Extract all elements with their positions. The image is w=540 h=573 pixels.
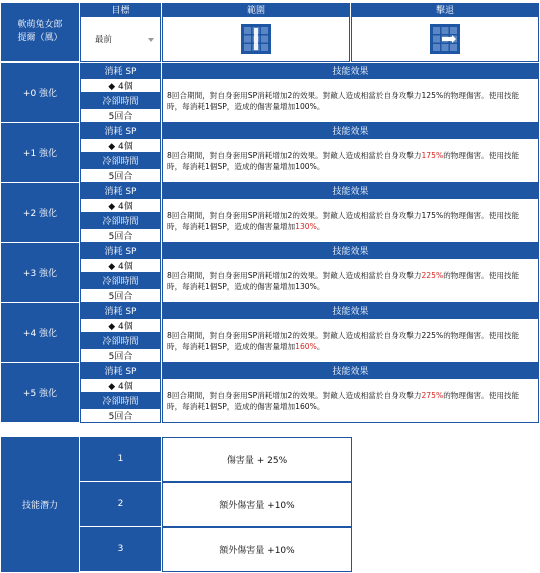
chevron-down-icon — [148, 38, 154, 42]
sp-header: 消耗 SP — [80, 123, 161, 138]
damage-percent: 130% — [295, 281, 317, 291]
effect-header: 技能效果 — [162, 243, 539, 258]
knockback-grid-icon — [430, 24, 460, 54]
col-knockback-header: 擊退 — [351, 3, 539, 16]
effect-header: 技能效果 — [162, 363, 539, 378]
cooldown-header: 冷卻時間 — [80, 213, 161, 228]
damage-percent: 100% — [295, 101, 317, 111]
effect-text-mid: 的物理傷害。使用技能時，每消耗1個SP，造成的傷害量增加 — [167, 150, 520, 171]
character-name-line1: 軟萌兔女郎 — [17, 20, 63, 30]
potential-value: 額外傷害量 +10% — [162, 482, 352, 527]
effect-text-mid: 的物理傷害。使用技能時，每消耗1個SP，造成的傷害量增加 — [167, 210, 520, 231]
effect-text-pre: 8回合期間，對自身套用SP消耗增加2的效果。對敵人造成相當於自身攻擊力 — [167, 390, 422, 400]
cooldown-value: 5回合 — [80, 228, 161, 243]
level-name: +0 強化 — [1, 63, 79, 122]
col-target-header: 目標 — [80, 3, 161, 16]
sp-value: ◆ 4個 — [80, 198, 161, 213]
effect-text-post: 。 — [316, 161, 325, 171]
atk-percent: 125% — [421, 90, 444, 100]
range-grid-svg — [243, 26, 269, 52]
potential-value: 傷害量 + 25% — [162, 437, 352, 482]
effect-description — [162, 318, 539, 363]
level-name: +2 強化 — [1, 183, 79, 242]
level-name: +1 強化 — [1, 123, 79, 182]
effect-text-post: 。 — [316, 401, 325, 411]
potential-value: 額外傷害量 +10% — [162, 527, 352, 572]
atk-percent: 275% — [421, 390, 444, 400]
effect-text-pre: 8回合期間，對自身套用SP消耗增加2的效果。對敵人造成相當於自身攻擊力 — [167, 150, 422, 160]
effect-text — [167, 210, 534, 232]
cooldown-header: 冷卻時間 — [80, 93, 161, 108]
atk-percent: 175% — [421, 150, 444, 160]
range-grid-icon — [241, 24, 271, 54]
effect-text — [167, 150, 534, 172]
damage-percent: 160% — [295, 401, 317, 411]
effect-text — [167, 390, 534, 412]
damage-percent: 100% — [295, 161, 317, 171]
col-range-header: 範圍 — [162, 3, 350, 16]
sp-header: 消耗 SP — [80, 63, 161, 78]
target-select-value: 最前 — [95, 35, 113, 45]
effect-description — [162, 138, 539, 183]
level-name: +4 強化 — [1, 303, 79, 362]
atk-percent: 225% — [421, 270, 444, 280]
sp-header: 消耗 SP — [80, 363, 161, 378]
atk-percent: 175% — [421, 210, 444, 220]
knockback-cell — [351, 16, 539, 62]
effect-description — [162, 78, 539, 123]
effect-header: 技能效果 — [162, 63, 539, 78]
sp-value: ◆ 4個 — [80, 318, 161, 333]
cooldown-value: 5回合 — [80, 348, 161, 363]
effect-text-mid: 的物理傷害。使用技能時，每消耗1個SP，造成的傷害量增加 — [167, 90, 520, 111]
effect-description — [162, 258, 539, 303]
cooldown-value: 5回合 — [80, 288, 161, 303]
damage-percent: 130% — [295, 221, 317, 231]
damage-percent: 160% — [295, 341, 317, 351]
effect-header: 技能效果 — [162, 123, 539, 138]
effect-text-post: 。 — [316, 281, 325, 291]
sp-value: ◆ 4個 — [80, 78, 161, 93]
sp-value: ◆ 4個 — [80, 258, 161, 273]
knockback-grid-svg — [432, 26, 458, 52]
effect-text-pre: 8回合期間，對自身套用SP消耗增加2的效果。對敵人造成相當於自身攻擊力 — [167, 330, 422, 340]
effect-header: 技能效果 — [162, 183, 539, 198]
level-name: +3 強化 — [1, 243, 79, 302]
potential-number: 3 — [80, 527, 161, 571]
effect-text-mid: 的物理傷害。使用技能時，每消耗1個SP，造成的傷害量增加 — [167, 330, 520, 351]
effect-text-pre: 8回合期間，對自身套用SP消耗增加2的效果。對敵人造成相當於自身攻擊力 — [167, 210, 422, 220]
sp-header: 消耗 SP — [80, 303, 161, 318]
effect-text — [167, 270, 534, 292]
effect-text-post: 。 — [316, 101, 325, 111]
cooldown-value: 5回合 — [80, 108, 161, 123]
effect-description — [162, 198, 539, 243]
target-select[interactable] — [80, 16, 161, 62]
effect-text-pre: 8回合期間，對自身套用SP消耗增加2的效果。對敵人造成相當於自身攻擊力 — [167, 270, 422, 280]
effect-text-mid: 的物理傷害。使用技能時，每消耗1個SP，造成的傷害量增加 — [167, 270, 520, 291]
cooldown-header: 冷卻時間 — [80, 333, 161, 348]
cooldown-header: 冷卻時間 — [80, 393, 161, 408]
cooldown-header: 冷卻時間 — [80, 273, 161, 288]
level-name: +5 強化 — [1, 363, 79, 422]
effect-text-post: 。 — [316, 221, 325, 231]
sp-value: ◆ 4個 — [80, 378, 161, 393]
cooldown-value: 5回合 — [80, 408, 161, 423]
effect-text-pre: 8回合期間，對自身套用SP消耗增加2的效果。對敵人造成相當於自身攻擊力 — [167, 90, 422, 100]
character-name-line2: 提爾（風） — [17, 33, 63, 43]
sp-header: 消耗 SP — [80, 243, 161, 258]
effect-text-post: 。 — [316, 341, 325, 351]
effect-text — [167, 330, 534, 352]
potential-number: 1 — [80, 437, 161, 481]
cooldown-header: 冷卻時間 — [80, 153, 161, 168]
effect-text — [167, 90, 534, 112]
effect-header: 技能效果 — [162, 303, 539, 318]
atk-percent: 225% — [421, 330, 444, 340]
sp-header: 消耗 SP — [80, 183, 161, 198]
effect-description — [162, 378, 539, 423]
sp-value: ◆ 4個 — [80, 138, 161, 153]
character-name — [1, 3, 79, 61]
range-cell — [162, 16, 350, 62]
effect-text-mid: 的物理傷害。使用技能時，每消耗1個SP，造成的傷害量增加 — [167, 390, 520, 411]
potential-number: 2 — [80, 482, 161, 526]
potential-label: 技能潛力 — [1, 437, 79, 572]
cooldown-value: 5回合 — [80, 168, 161, 183]
